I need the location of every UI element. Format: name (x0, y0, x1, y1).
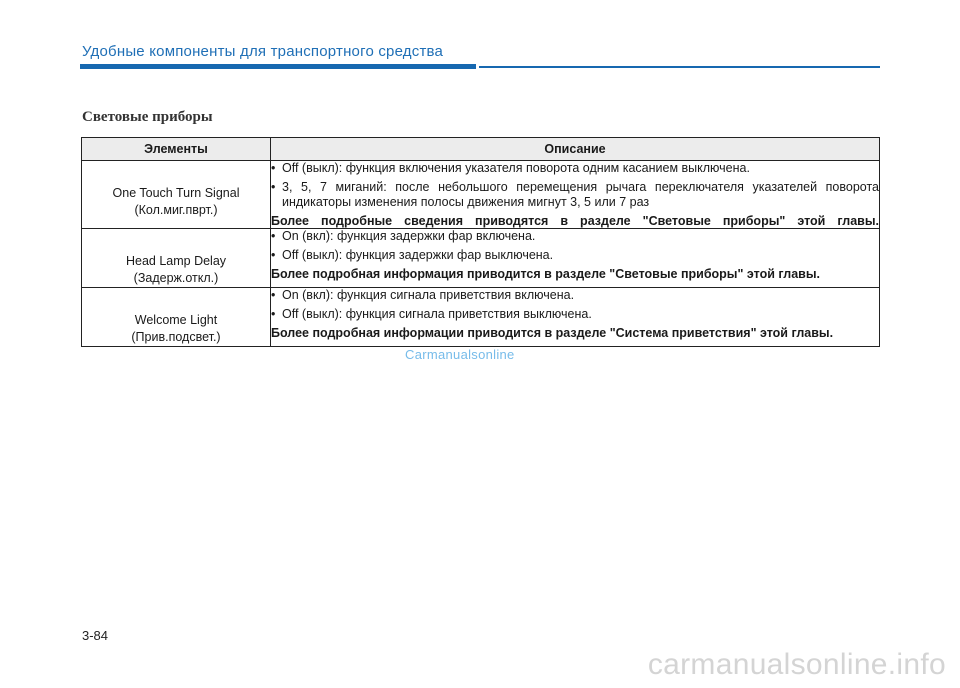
header-rule-thick (80, 64, 476, 69)
item-description-cell (271, 229, 880, 288)
site-watermark: carmanualsonline.info (647, 648, 946, 681)
item-description-cell (271, 288, 880, 347)
description-bullet: • On (вкл): функция сигнала приветствия включена. (271, 288, 879, 303)
item-description-cell (271, 161, 880, 229)
item-name-short: (Кол.миг.пврт.) (134, 203, 218, 217)
table-row (82, 229, 880, 288)
reference-note: Более подробная информация приводится в разделе "Световые приборы" этой главы. (271, 267, 820, 281)
chapter-title: Удобные компоненты для транспортного средства (82, 43, 444, 60)
description-bullet: • Off (выкл): функция сигнала приветствия выключена. (271, 307, 879, 322)
reference-note: Более подробные сведения приводятся в разделе "Световые приборы" этой главы. (271, 214, 879, 228)
column-header-items: Элементы (82, 138, 271, 161)
watermark-overlay: Carmanualsonline (405, 347, 515, 362)
item-name-short: (Задерж.откл.) (133, 271, 219, 285)
item-name: Welcome Light (134, 313, 218, 327)
description-bullet: • Off (выкл): функция задержки фар выключена. (271, 248, 879, 263)
table-row (82, 161, 880, 229)
item-name: Head Lamp Delay (125, 254, 227, 268)
description-bullet: • 3, 5, 7 миганий: после небольшого перемещения рычага переключателя указателей поворота индикаторы изменения полосы движения мигнут 3, 5 или 7 раз (271, 180, 879, 210)
item-name-cell (82, 161, 271, 229)
table-row (82, 288, 880, 347)
page-number: 3-84 (82, 628, 109, 643)
table-header-row (82, 138, 880, 161)
section-title: Световые приборы (82, 109, 213, 125)
item-name-cell (82, 229, 271, 288)
item-name: One Touch Turn Signal (112, 186, 240, 200)
column-header-description: Описание (271, 138, 880, 161)
item-name-short: (Прив.подсвет.) (131, 330, 221, 344)
header-rule-thin (479, 66, 880, 68)
reference-note: Более подробная информации приводится в разделе "Система приветствия" этой главы. (271, 326, 834, 340)
description-bullet: • Off (выкл): функция включения указателя поворота одним касанием выключена. (271, 161, 879, 176)
features-table (81, 137, 880, 347)
description-bullet: • On (вкл): функция задержки фар включена. (271, 229, 879, 244)
item-name-cell (82, 288, 271, 347)
